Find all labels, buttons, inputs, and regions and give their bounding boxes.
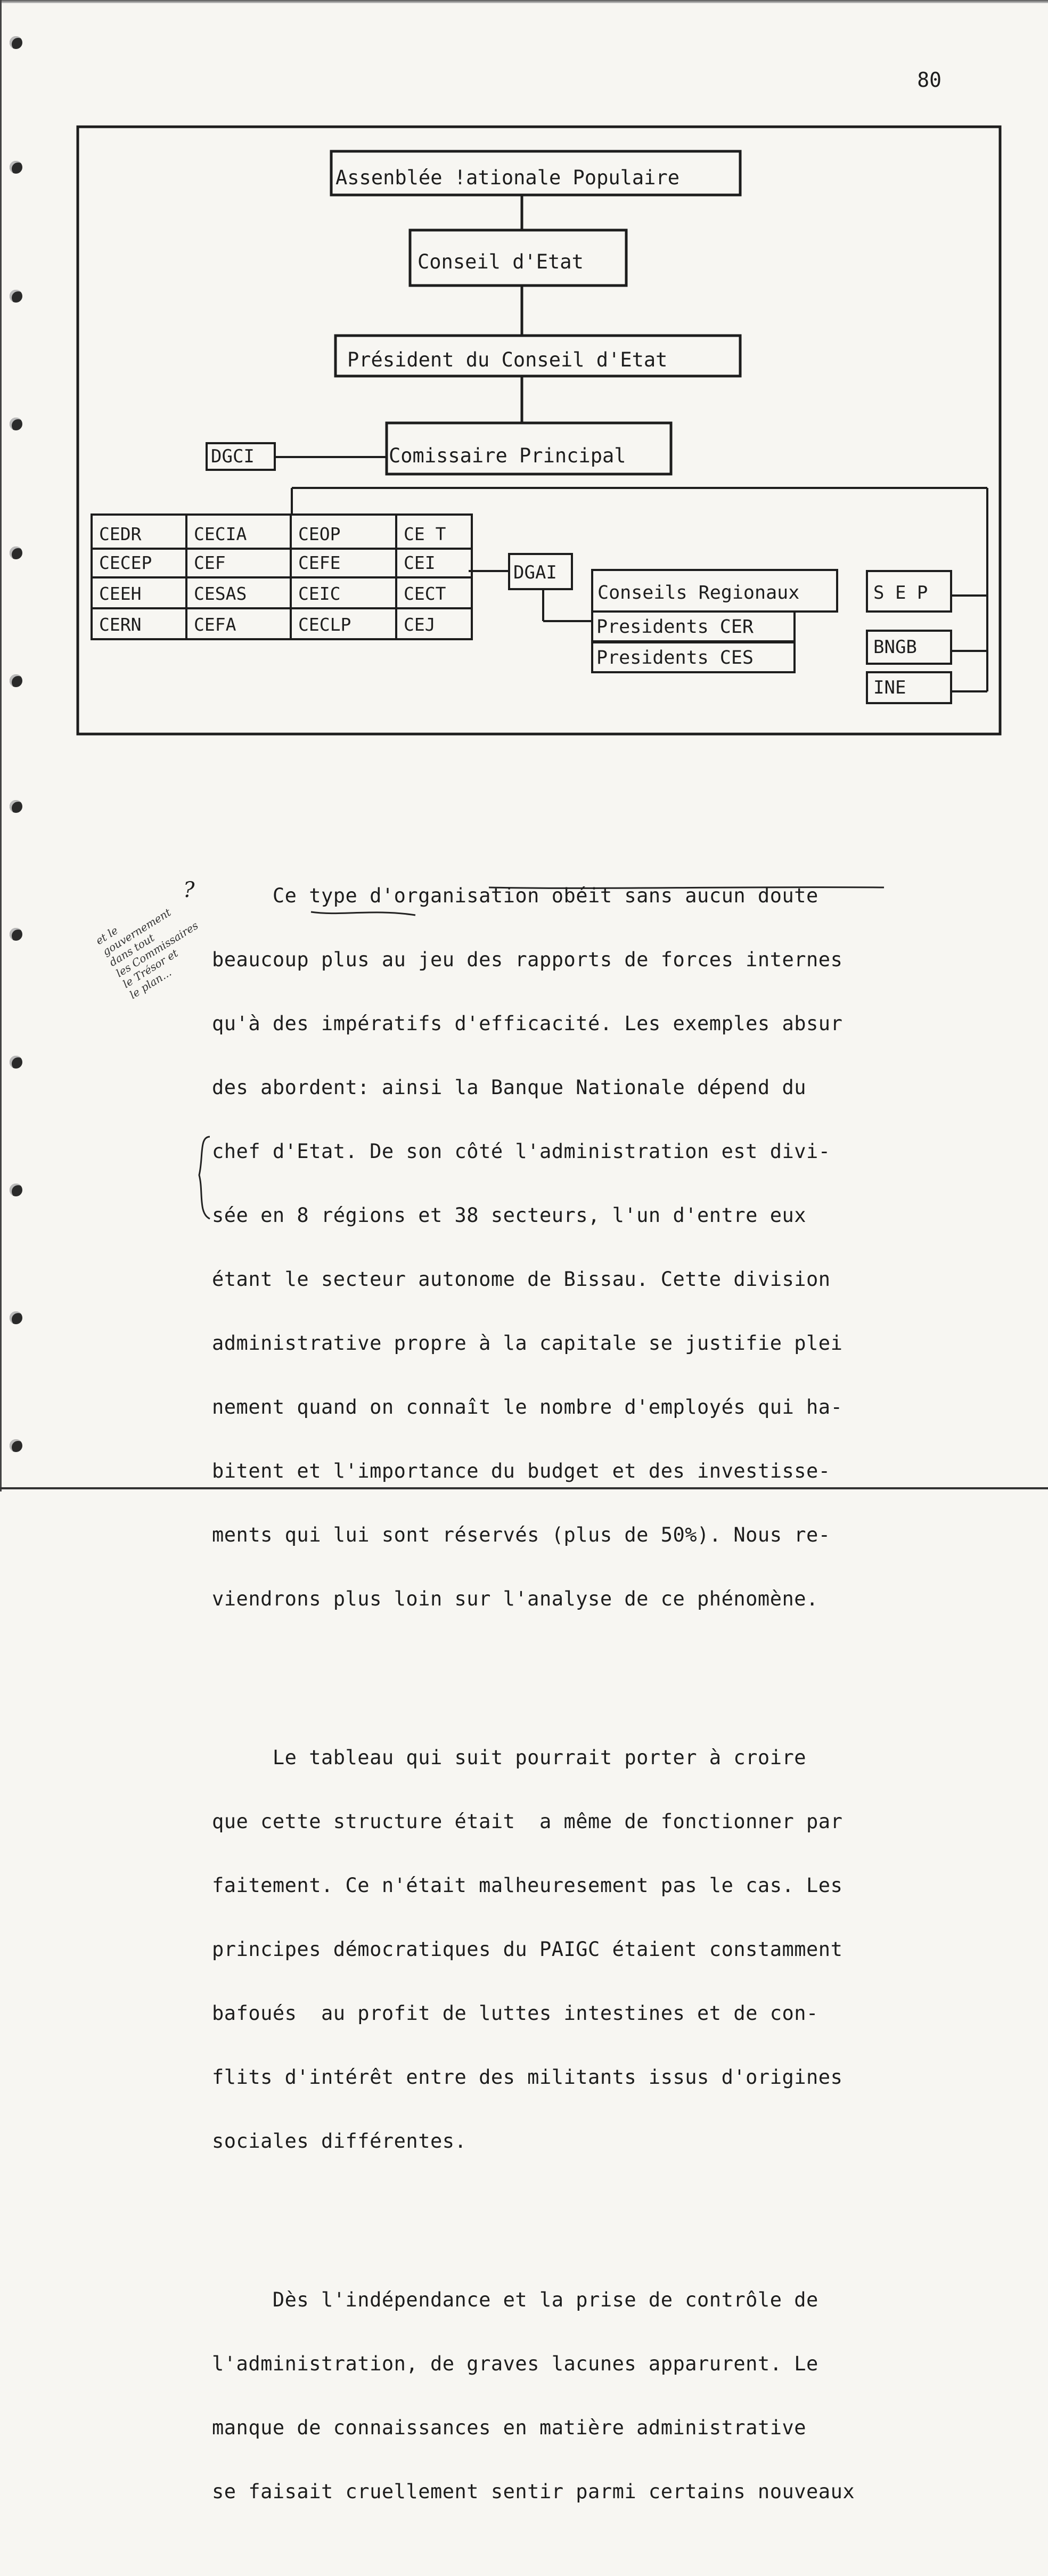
- dgai-label: DGAI: [513, 562, 557, 583]
- commission-label: CERN: [99, 614, 142, 635]
- binder-hole-icon: [10, 1056, 22, 1069]
- text-line: flits d'intérêt entre des militants issus d'origines: [212, 2066, 843, 2089]
- assembly-label: Assenblée !ationale Populaire: [335, 166, 680, 189]
- text-line: administrative propre à la capitale se justifie plei: [212, 1332, 843, 1355]
- bngb-label: BNGB: [873, 637, 917, 658]
- text-line: que cette structure était a même de fonctionner par: [212, 1810, 843, 1833]
- org-chart: [0, 0, 1048, 746]
- text-line: principes démocratiques du PAIGC étaient constamment: [212, 1938, 843, 1961]
- text-line: Ce type d'organisation obéit sans aucun doute: [212, 884, 818, 907]
- commission-label: CEFE: [298, 552, 341, 573]
- commission-label: CEOP: [298, 524, 341, 544]
- commission-label: CEI: [404, 552, 436, 573]
- commission-label: CEEH: [99, 583, 142, 604]
- commission-label: CECLP: [298, 614, 351, 635]
- binder-hole-icon: [10, 1439, 22, 1452]
- text-line: des abordent: ainsi la Banque Nationale dépend du: [212, 1076, 807, 1099]
- handwritten-margin-note: et le gouvernement dans tout les Commissaires le Trésor et le plan...: [93, 906, 201, 1001]
- dgci-label: DGCI: [211, 446, 255, 467]
- commission-label: CEJ: [404, 614, 436, 635]
- commission-label: CEDR: [99, 524, 142, 544]
- text-line: l'administration, de graves lacunes apparurent. Le: [212, 2352, 818, 2375]
- council-label: Conseil d'Etat: [417, 250, 584, 273]
- text-line: viendrons plus loin sur l'analyse de ce phénomène.: [212, 1587, 818, 1610]
- commission-label: CECT: [404, 583, 446, 604]
- presidents-ces-label: Presidents CES: [596, 647, 754, 669]
- text-line: qu'à des impératifs d'efficacité. Les exemples absur: [212, 1012, 843, 1035]
- sep-label: S E P: [873, 582, 928, 604]
- commission-label: CEFA: [194, 614, 236, 635]
- regional-councils-label: Conseils Regionaux: [597, 582, 800, 604]
- text-line: se faisait cruellement sentir parmi certains nouveaux: [212, 2480, 855, 2503]
- commission-label: CEIC: [298, 583, 341, 604]
- president-label: Président du Conseil d'Etat: [347, 348, 668, 371]
- chart-frame: [78, 127, 1000, 734]
- page-number: 80: [917, 68, 941, 92]
- binder-hole-icon: [10, 928, 22, 941]
- text-line: chef d'Etat. De son côté l'administration est divi-: [212, 1140, 831, 1163]
- paragraph-3: [212, 2247, 968, 2545]
- binder-hole-icon: [10, 1311, 22, 1324]
- text-line: bitent et l'importance du budget et des investisse-: [212, 1460, 831, 1482]
- margin-question-mark: ?: [183, 878, 195, 902]
- binder-hole-icon: [10, 800, 22, 813]
- text-line: beaucoup plus au jeu des rapports de forces internes: [212, 948, 843, 971]
- commission-grid: [92, 515, 472, 639]
- text-line: ments qui lui sont réservés (plus de 50%). Nous re-: [212, 1523, 831, 1546]
- text-line: étant le secteur autonome de Bissau. Cette division: [212, 1268, 831, 1291]
- paragraph-1: [212, 843, 968, 1652]
- commission-label: CESAS: [194, 583, 247, 604]
- ine-label: INE: [873, 677, 906, 698]
- text-line: manque de connaissances en matière administrative: [212, 2416, 807, 2439]
- commissioner-label: Comissaire Principal: [389, 444, 626, 467]
- text-line: bafoués au profit de luttes intestines et de con-: [212, 2002, 818, 2025]
- commission-label: CEF: [194, 552, 226, 573]
- text-line: Le tableau qui suit pourrait porter à croire: [212, 1746, 807, 1769]
- paragraph-2: [212, 1705, 968, 2195]
- body-text: [212, 800, 968, 2576]
- text-line: sociales différentes.: [212, 2130, 467, 2153]
- text-line: nement quand on connaît le nombre d'employés qui ha-: [212, 1396, 843, 1419]
- text-line: faitement. Ce n'était malheuresement pas le cas. Les: [212, 1874, 843, 1897]
- commission-label: CECIA: [194, 524, 247, 544]
- margin-bracket-icon: [196, 1136, 212, 1221]
- text-line: Dès l'indépendance et la prise de contrôle de: [212, 2288, 818, 2311]
- commission-label: CECEP: [99, 552, 152, 573]
- presidents-cer-label: Presidents CER: [596, 616, 754, 638]
- binder-hole-icon: [10, 1184, 22, 1196]
- commission-label: CE T: [404, 524, 446, 544]
- text-line: sée en 8 régions et 38 secteurs, l'un d'entre eux: [212, 1204, 807, 1227]
